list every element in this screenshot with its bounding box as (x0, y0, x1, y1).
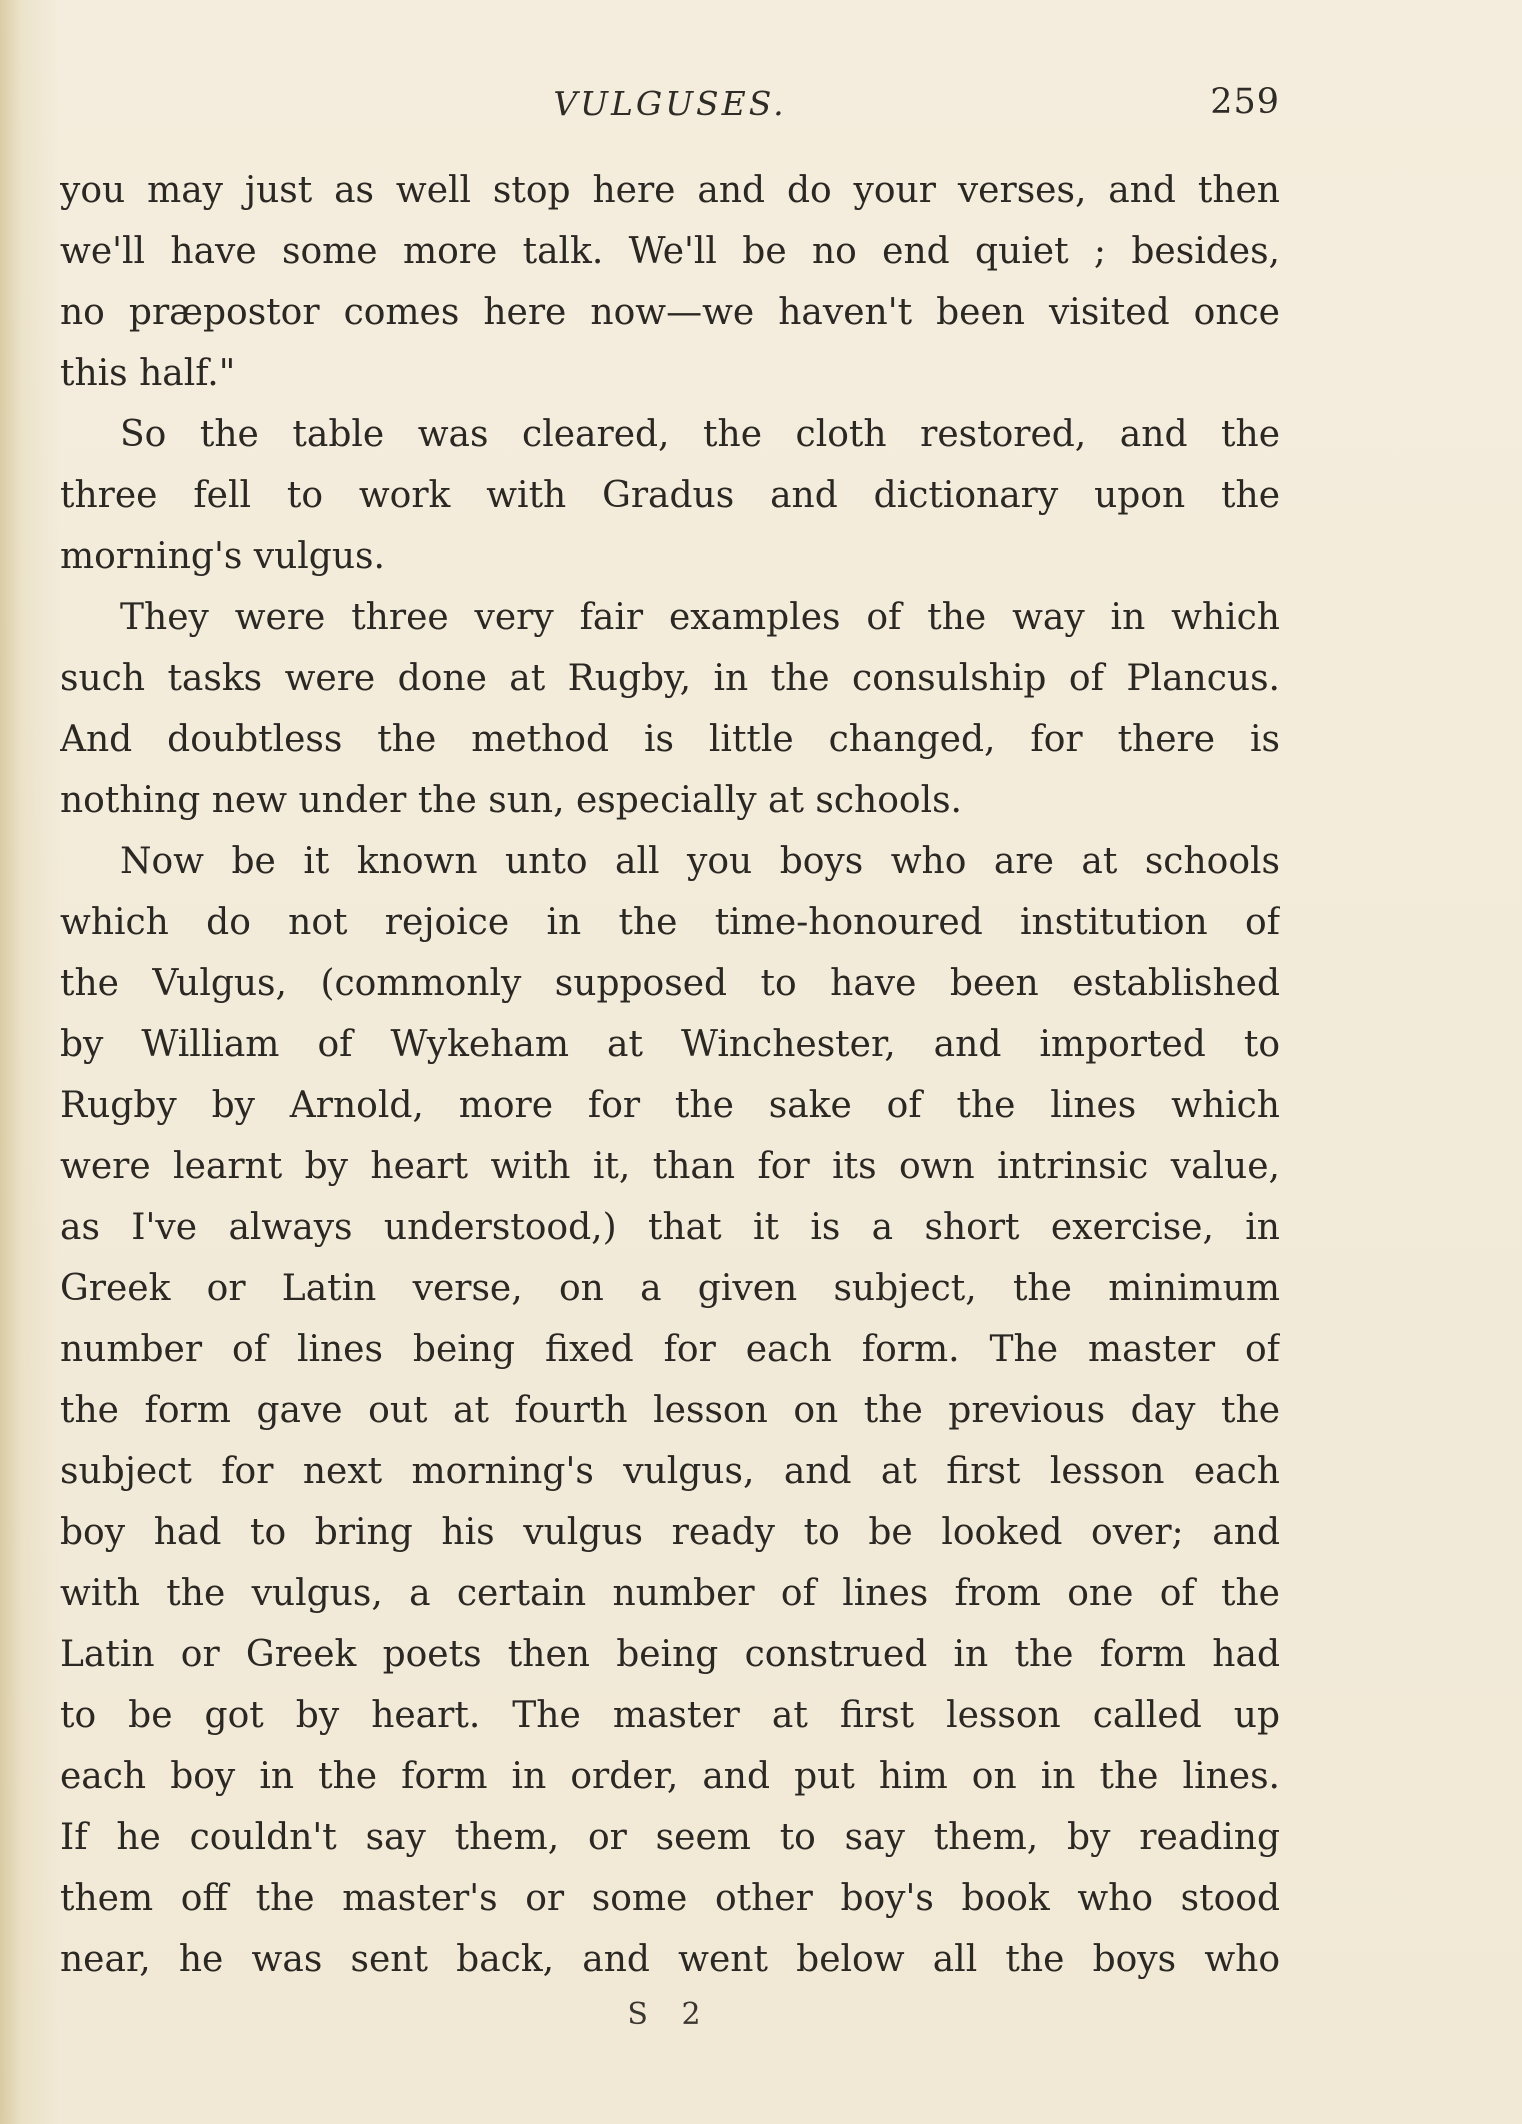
page-number: 259 (1210, 82, 1280, 122)
text-line: morning's vulgus. (60, 536, 385, 577)
text-line: three fell to work with Gradus and dictionary upon the (60, 475, 1280, 516)
text-line: such tasks were done at Rugby, in the consulship of Plancus. (60, 658, 1280, 699)
text-line: with the vulgus, a certain number of lines from one of the (60, 1573, 1280, 1614)
text-line: They were three very fair examples of the way in which (120, 597, 1280, 638)
text-line: them off the master's or some other boy's book who stood (60, 1878, 1280, 1919)
text-line: as I've always understood,) that it is a short exercise, in (60, 1207, 1280, 1248)
text-line: Now be it known unto all you boys who are at schools (120, 841, 1280, 882)
running-title: VULGUSES. (553, 84, 787, 123)
text-line: the form gave out at fourth lesson on the previous day the (60, 1390, 1280, 1431)
text-line: subject for next morning's vulgus, and at first lesson each (60, 1451, 1280, 1492)
text-line: Rugby by Arnold, more for the sake of the lines which (60, 1085, 1280, 1126)
text-line: to be got by heart. The master at first lesson called up (60, 1695, 1280, 1736)
text-line: boy had to bring his vulgus ready to be looked over; and (60, 1512, 1280, 1553)
text-line: near, he was sent back, and went below all the boys who (60, 1939, 1280, 1980)
text-line: no præpostor comes here now—we haven't been visited once (60, 292, 1280, 333)
text-line: And doubtless the method is little changed, for there is (60, 719, 1280, 760)
text-line: If he couldn't say them, or seem to say them, by reading (60, 1817, 1280, 1858)
text-line: number of lines being fixed for each form. The master of (60, 1329, 1280, 1370)
text-line: this half." (60, 353, 236, 394)
text-line: by William of Wykeham at Winchester, and imported to (60, 1024, 1280, 1065)
text-line: you may just as well stop here and do your verses, and then (60, 170, 1280, 211)
text-line: the Vulgus, (commonly supposed to have been established (60, 963, 1280, 1004)
text-line: Greek or Latin verse, on a given subject, the minimum (60, 1268, 1280, 1309)
text-line: each boy in the form in order, and put him on in the lines. (60, 1756, 1280, 1797)
text-line: we'll have some more talk. We'll be no end quiet ; besides, (60, 231, 1280, 272)
text-line: were learnt by heart with it, than for its own intrinsic value, (60, 1146, 1280, 1187)
page-header (60, 82, 1280, 142)
body-text (60, 160, 1280, 1990)
text-line: nothing new under the sun, especially at schools. (60, 780, 963, 821)
text-line: Latin or Greek poets then being construed in the form had (60, 1634, 1280, 1675)
signature-mark: S 2 (627, 1997, 713, 2032)
text-line: So the table was cleared, the cloth restored, and the (120, 414, 1280, 455)
text-line: which do not rejoice in the time-honoured institution of (60, 902, 1280, 943)
